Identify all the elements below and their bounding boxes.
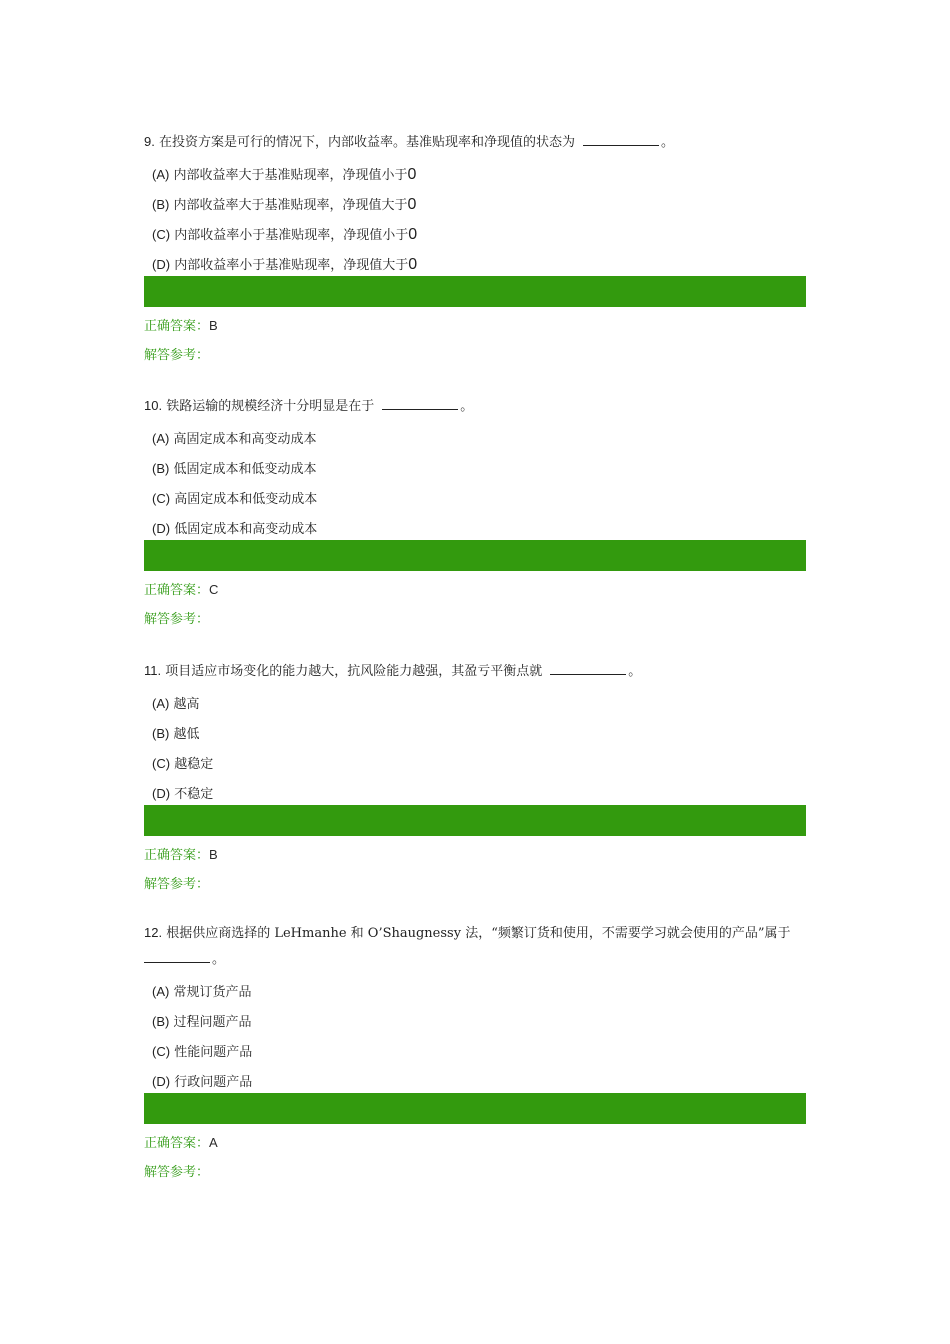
option-text: 低固定成本和低变动成本 <box>173 462 317 477</box>
option-text: 越稳定 <box>174 757 214 772</box>
option-text: 越低 <box>173 727 200 742</box>
option-b <box>152 1007 806 1037</box>
answer-label: 正确答案： <box>144 848 210 863</box>
option-letter: (B) <box>152 461 170 476</box>
option-tail: 0 <box>408 226 418 243</box>
option-letter: (D) <box>152 1074 171 1089</box>
option-letter: (D) <box>152 521 171 536</box>
option-text: 内部收益率大于基准贴现率，净现值小于 <box>173 168 408 183</box>
option-letter: (B) <box>152 1014 170 1029</box>
answer-blank <box>382 395 458 410</box>
question-text <box>144 393 806 420</box>
question-text <box>144 920 806 973</box>
answer-reference: 解答参考： <box>144 612 210 627</box>
option-list <box>152 424 806 544</box>
option-list <box>152 977 806 1097</box>
question-end: 。 <box>628 664 642 679</box>
option-text: 过程问题产品 <box>173 1015 252 1030</box>
answer-bar <box>144 276 806 307</box>
option-tail: 0 <box>407 196 417 213</box>
answer-blank <box>583 131 659 146</box>
option-text: 内部收益率小于基准贴现率，净现值大于 <box>174 258 409 273</box>
answer-reference: 解答参考： <box>144 1165 210 1180</box>
answer-value: C <box>209 582 219 597</box>
answer-bar <box>144 540 806 571</box>
option-text: 高固定成本和高变动成本 <box>173 432 317 447</box>
question-text <box>144 129 806 156</box>
answer-reference: 解答参考： <box>144 877 210 892</box>
question-12 <box>144 920 806 1188</box>
correct-answer <box>144 575 806 605</box>
option-text: 不稳定 <box>174 787 214 802</box>
option-text: 性能问题产品 <box>174 1045 253 1060</box>
question-number: 9. <box>144 134 155 149</box>
question-text <box>144 658 806 685</box>
question-stem: 根据供应商选择的 LeHmanhe 和 O’Shaugnessy 法，“频繁订货和使用，不需要学习就会使用的产品”属于 <box>166 926 791 941</box>
answer-value: A <box>209 1135 218 1150</box>
answer-blank <box>550 660 626 675</box>
question-stem: 铁路运输的规模经济十分明显是在于 <box>166 399 375 414</box>
question-number: 11. <box>144 663 162 678</box>
option-letter: (A) <box>152 431 170 446</box>
option-c <box>152 1037 806 1067</box>
option-list <box>152 689 806 809</box>
option-letter: (A) <box>152 696 170 711</box>
option-c <box>152 220 806 250</box>
correct-answer <box>144 1128 806 1158</box>
answer-value: B <box>209 318 218 333</box>
question-stem: 在投资方案是可行的情况下，内部收益率。基准贴现率和净现值的状态为 <box>158 135 575 150</box>
option-text: 内部收益率大于基准贴现率，净现值大于 <box>173 198 408 213</box>
option-letter: (C) <box>152 756 171 771</box>
option-letter: (C) <box>152 227 171 242</box>
option-letter: (A) <box>152 984 170 999</box>
option-b <box>152 719 806 749</box>
option-letter: (B) <box>152 726 170 741</box>
option-tail: 0 <box>408 256 418 273</box>
option-text: 内部收益率小于基准贴现率，净现值小于 <box>174 228 409 243</box>
option-letter: (C) <box>152 1044 171 1059</box>
option-b <box>152 454 806 484</box>
answer-bar <box>144 805 806 836</box>
question-end: 。 <box>212 952 226 967</box>
question-number: 12. <box>144 925 163 940</box>
option-b <box>152 190 806 220</box>
option-a <box>152 424 806 454</box>
option-a <box>152 160 806 190</box>
answer-label: 正确答案： <box>144 319 210 334</box>
answer-bar <box>144 1093 806 1124</box>
option-text: 低固定成本和高变动成本 <box>174 522 318 537</box>
correct-answer <box>144 840 806 870</box>
option-c <box>152 484 806 514</box>
correct-answer <box>144 311 806 341</box>
question-end: 。 <box>661 135 675 150</box>
answer-reference: 解答参考： <box>144 348 210 363</box>
option-text: 行政问题产品 <box>174 1075 253 1090</box>
option-tail: 0 <box>407 166 417 183</box>
question-stem: 项目适应市场变化的能力越大，抗风险能力越强，其盈亏平衡点就 <box>165 664 543 679</box>
option-letter: (B) <box>152 197 170 212</box>
option-text: 常规订货产品 <box>173 985 252 1000</box>
option-letter: (D) <box>152 257 171 272</box>
question-9 <box>144 129 806 371</box>
answer-blank <box>144 948 210 963</box>
option-letter: (A) <box>152 167 170 182</box>
option-letter: (C) <box>152 491 171 506</box>
question-11 <box>144 658 806 900</box>
answer-value: B <box>209 847 218 862</box>
question-10 <box>144 393 806 635</box>
option-list <box>152 160 806 280</box>
answer-label: 正确答案： <box>144 1136 210 1151</box>
option-letter: (D) <box>152 786 171 801</box>
option-text: 高固定成本和低变动成本 <box>174 492 318 507</box>
option-a <box>152 977 806 1007</box>
question-number: 10. <box>144 398 163 413</box>
question-end: 。 <box>460 399 474 414</box>
option-text: 越高 <box>173 697 200 712</box>
option-a <box>152 689 806 719</box>
answer-label: 正确答案： <box>144 583 210 598</box>
option-c <box>152 749 806 779</box>
